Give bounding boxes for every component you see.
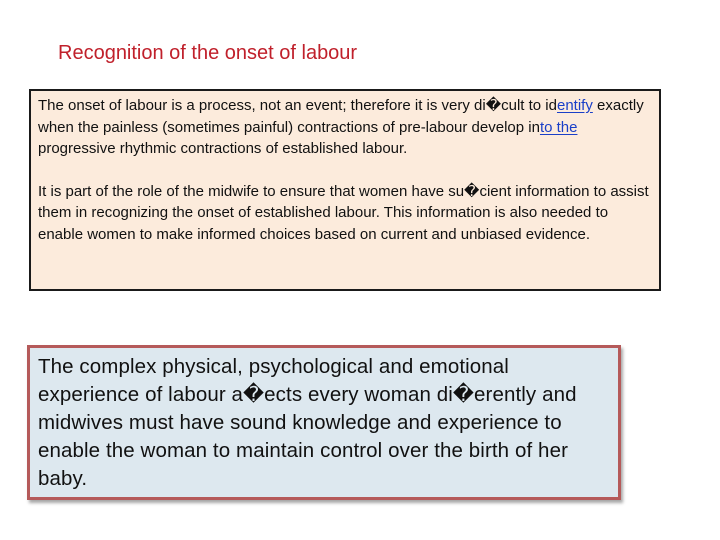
slide-title: Recognition of the onset of labour bbox=[58, 42, 358, 64]
paragraph-onset bbox=[38, 95, 652, 160]
underlined-text-identify: entify bbox=[556, 97, 593, 114]
paragraph-onset-part-3: progressive rhythmic contractions of established labour. bbox=[38, 140, 408, 157]
highlight-text: The complex physical, psychological and emotional experience of labour a�ects every woman di�erently and midwives must have sound knowledge and experience to enable the woman to maintain control over the birth of her baby. bbox=[38, 355, 577, 490]
paragraph-onset-part-2: exactly when the painless (sometimes painful) contractions of pre-labour develop in bbox=[38, 97, 644, 136]
underlined-text-into-the: to the bbox=[539, 118, 578, 136]
highlight-box bbox=[27, 345, 621, 500]
paragraph-onset-part-1: The onset of labour is a process, not an event; therefore it is very di�cult to id bbox=[38, 97, 557, 114]
paragraph-midwife-role: It is part of the role of the midwife to ensure that women have su�cient information to assist them in recognizing the onset of established labour. This information is also needed to enable women to make informed choices based on current and unbiased evidence. bbox=[38, 182, 649, 243]
info-box bbox=[29, 89, 661, 291]
